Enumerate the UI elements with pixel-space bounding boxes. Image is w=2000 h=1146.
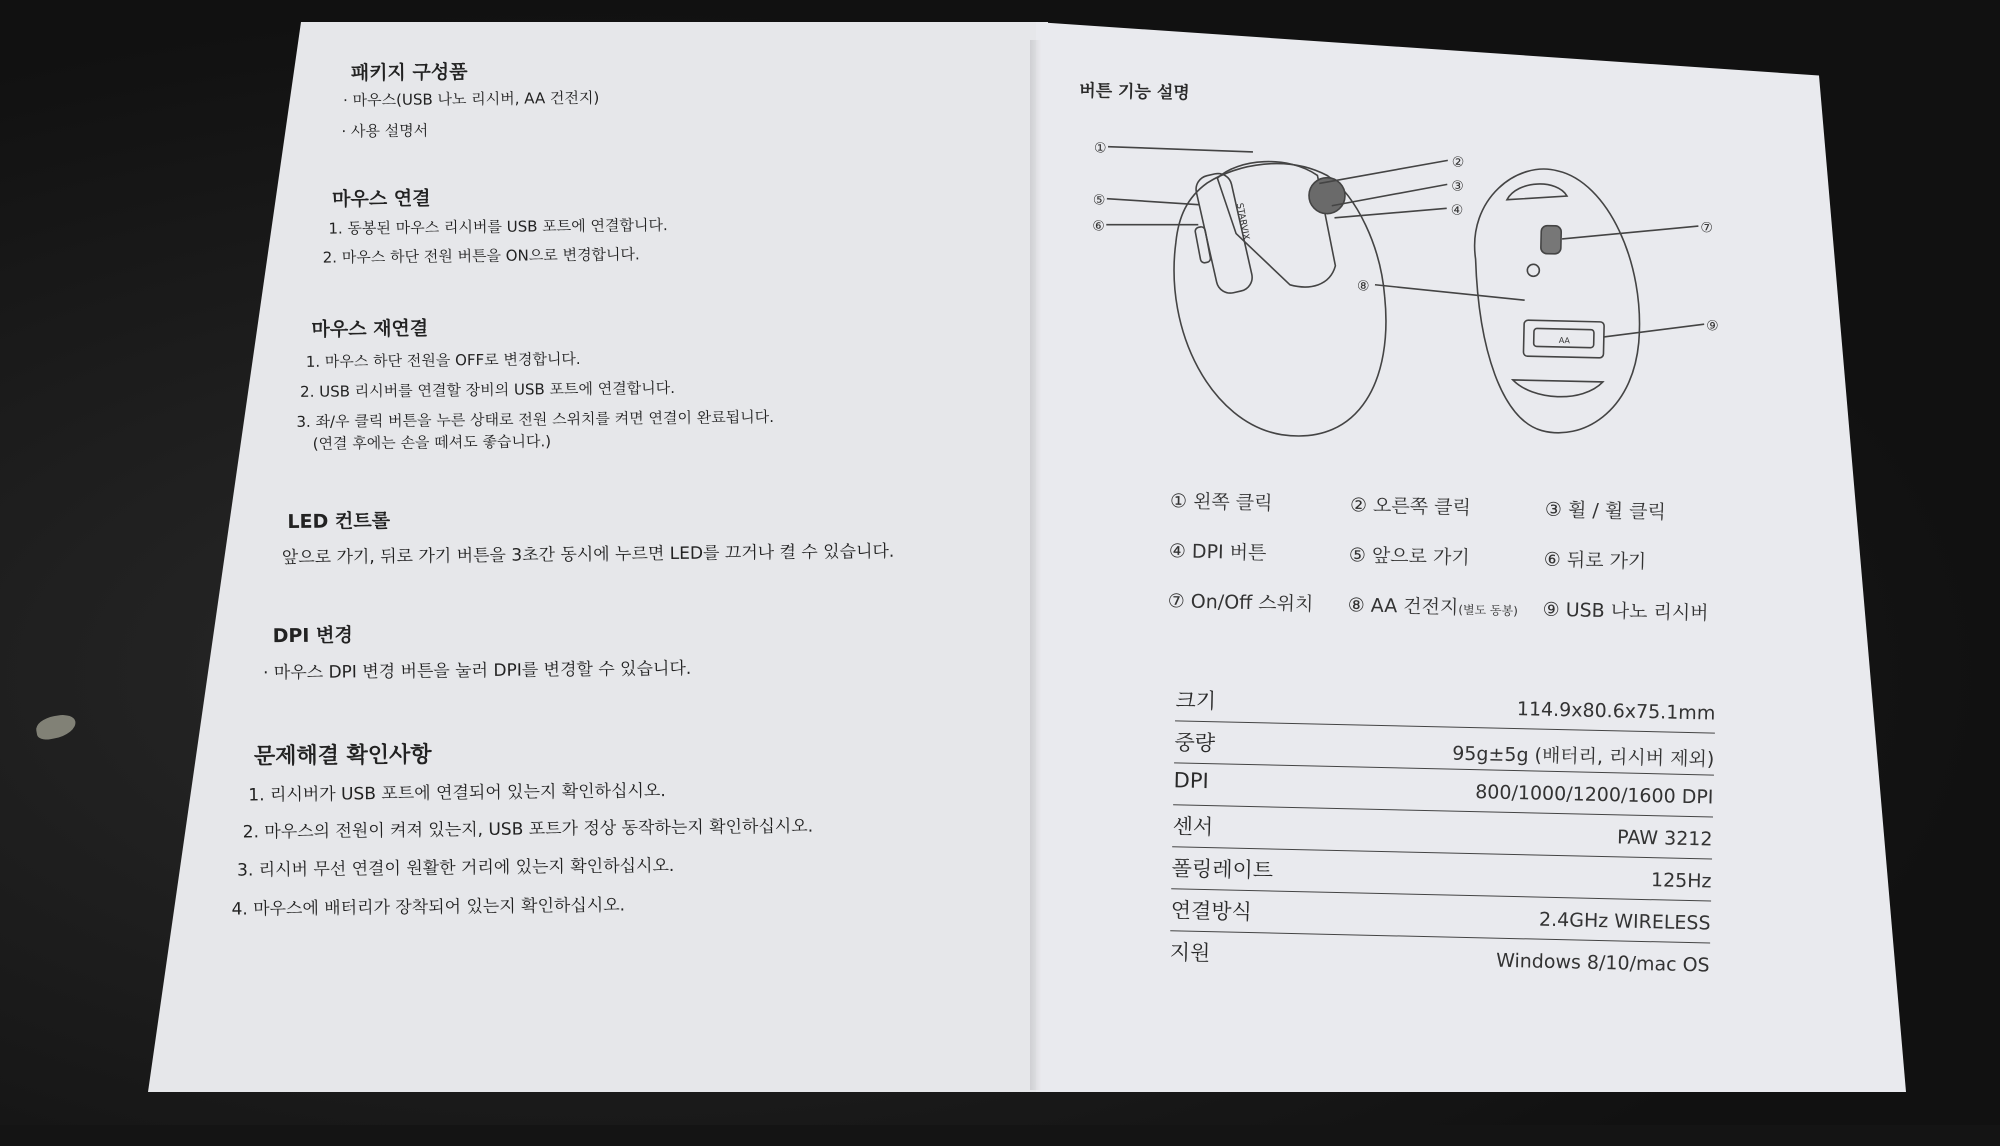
legend-item: ⑦ On/Off 스위치 — [1167, 590, 1314, 616]
callout-1: ① — [1093, 140, 1107, 157]
spec-label: 연결방식 — [1170, 898, 1253, 925]
troubleshoot-step: 1. 리시버가 USB 포트에 연결되어 있는지 확인하십시오. — [248, 781, 666, 806]
legend-item: ② 오른쪽 클릭 — [1349, 494, 1472, 519]
spec-label: 지원 — [1169, 940, 1211, 966]
legend-item: ④ DPI 버튼 — [1168, 540, 1267, 565]
sensor-eye — [1527, 264, 1539, 276]
dpi-text: · 마우스 DPI 변경 버튼을 눌러 DPI를 변경할 수 있습니다. — [262, 658, 692, 684]
package-item: · 사용 설명서 — [341, 121, 429, 141]
troubleshoot-step: 2. 마우스의 전원이 켜져 있는지, USB 포트가 정상 동작하는지 확인하십시오. — [242, 816, 814, 843]
mouse-foot-top — [1507, 183, 1567, 201]
spec-label: 크기 — [1175, 688, 1217, 714]
dpi-title: DPI 변경 — [272, 624, 353, 648]
spec-value: 95g±5g (배터리, 리시버 제외) — [1451, 742, 1715, 771]
package-title: 패키지 구성품 — [350, 61, 468, 85]
spec-value: PAW 3212 — [1616, 826, 1713, 851]
callout-4: ④ — [1450, 202, 1464, 219]
legend-item: ⑨ USB 나노 리시버 — [1542, 598, 1709, 625]
connect-title: 마우스 연결 — [331, 187, 431, 211]
legend-item: ⑤ 앞으로 가기 — [1348, 544, 1470, 569]
callout-9: ⑨ — [1705, 318, 1719, 335]
spec-value: 114.9x80.6x75.1mm — [1516, 698, 1716, 725]
reconnect-step: 3. 좌/우 클릭 버튼을 누른 상태로 전원 스위치를 켜면 연결이 완료됩니다. — [296, 407, 775, 431]
legend-item: ① 왼쪽 클릭 — [1169, 490, 1273, 515]
reconnect-title: 마우스 재연결 — [311, 317, 429, 341]
spec-label: DPI — [1173, 768, 1209, 794]
spec-label: 중량 — [1174, 730, 1216, 756]
mouse-body-side — [1170, 161, 1389, 438]
legend-item-battery: ⑧ AA 건전지(별도 동봉) — [1347, 594, 1519, 619]
power-switch — [1541, 226, 1562, 254]
spec-value: 2.4GHz WIRELESS — [1538, 908, 1711, 935]
reconnect-note: (연결 후에는 손을 떼셔도 좋습니다.) — [312, 432, 552, 453]
callout-2: ② — [1451, 154, 1465, 171]
led-title: LED 컨트롤 — [287, 509, 391, 534]
mouse-brand-text: STARVIX — [1233, 202, 1251, 241]
callout-3: ③ — [1451, 178, 1464, 195]
callout-5: ⑤ — [1092, 192, 1106, 209]
legend-item: ⑥ 뒤로 가기 — [1543, 548, 1647, 573]
package-item: · 마우스(USB 나노 리시버, AA 건전지) — [342, 88, 600, 110]
reconnect-step: 2. USB 리시버를 연결할 장비의 USB 포트에 연결합니다. — [300, 378, 676, 401]
receiver-label: AA — [1558, 335, 1571, 346]
callout-8: ⑧ — [1356, 278, 1370, 295]
led-text: 앞으로 가기, 뒤로 가기 버튼을 3초간 동시에 누르면 LED를 끄거나 켤 수 있습니다. — [281, 541, 895, 569]
spec-value: Windows 8/10/mac OS — [1495, 949, 1710, 977]
troubleshoot-step: 3. 리시버 무선 연결이 원활한 거리에 있는지 확인하십시오. — [237, 855, 675, 881]
mouse-foot-bottom — [1512, 380, 1602, 398]
legend-item: ③ 휠 / 휠 클릭 — [1544, 498, 1667, 524]
spec-label: 센서 — [1172, 814, 1214, 840]
button-functions-title: 버튼 기능 설명 — [1079, 80, 1190, 104]
spec-label: 폴링레이트 — [1171, 856, 1274, 883]
callout-7: ⑦ — [1700, 220, 1714, 237]
troubleshoot-title: 문제해결 확인사항 — [253, 742, 432, 770]
connect-step: 1. 동봉된 마우스 리시버를 USB 포트에 연결합니다. — [328, 216, 668, 238]
connect-step: 2. 마우스 하단 전원 버튼을 ON으로 변경합니다. — [322, 245, 640, 267]
mouse-body-bottom — [1470, 167, 1643, 434]
troubleshoot-step: 4. 마우스에 배터리가 장착되어 있는지 확인하십시오. — [231, 895, 626, 920]
mouse-diagram — [1081, 130, 1728, 464]
callout-6: ⑥ — [1092, 218, 1105, 235]
spec-value: 125Hz — [1650, 869, 1712, 893]
reconnect-step: 1. 마우스 하단 전원을 OFF로 변경합니다. — [305, 349, 581, 371]
spec-value: 800/1000/1200/1600 DPI — [1474, 781, 1714, 809]
forward-button-shape — [1195, 226, 1212, 263]
legend-note: (별도 동봉) — [1458, 602, 1519, 619]
